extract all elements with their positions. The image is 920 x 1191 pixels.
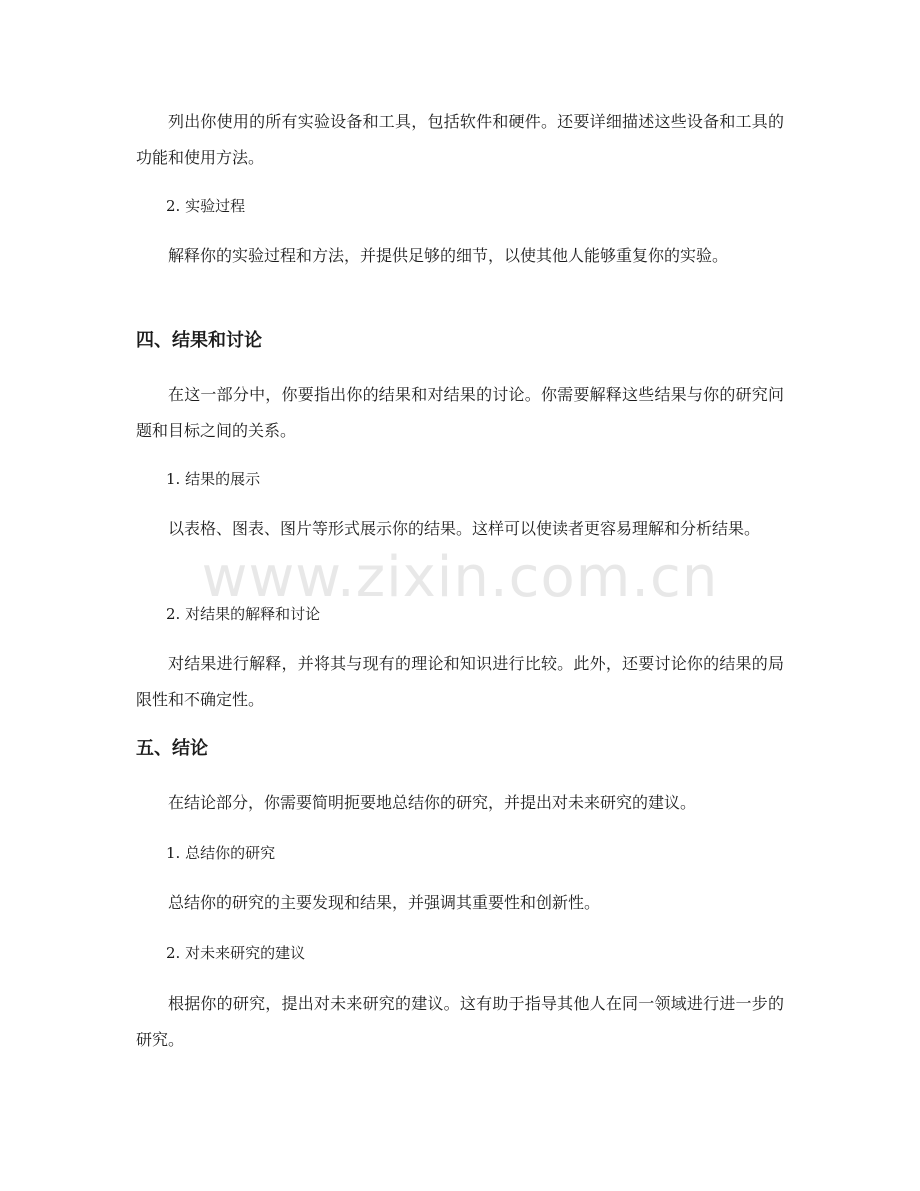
subheading-results-display: 1. 结果的展示	[166, 470, 261, 488]
subheading-experiment-process: 2. 实验过程	[166, 197, 246, 215]
paragraph-results-intro: 在这一部分中，你要指出你的结果和对结果的讨论。你需要解释这些结果与你的研究问题和目标之间的关系。	[136, 385, 784, 440]
subheading-results-explanation: 2. 对结果的解释和讨论	[166, 605, 321, 623]
section-heading-conclusion: 五、结论	[136, 738, 208, 759]
paragraph-conclusion-intro: 在结论部分，你需要简明扼要地总结你的研究，并提出对未来研究的建议。	[168, 793, 697, 812]
paragraph-future-research: 根据你的研究，提出对未来研究的建议。这有助于指导其他人在同一领域进行进一步的研究。	[136, 994, 784, 1049]
section-heading-results: 四、结果和讨论	[136, 330, 262, 351]
paragraph-equipment: 列出你使用的所有实验设备和工具，包括软件和硬件。还要详细描述这些设备和工具的功能和使用方法。	[136, 112, 784, 167]
watermark-text: www.zixin.com.cn	[201, 545, 719, 610]
paragraph-experiment-process: 解释你的实验过程和方法，并提供足够的细节，以使其他人能够重复你的实验。	[168, 246, 729, 265]
paragraph-summary: 总结你的研究的主要发现和结果，并强调其重要性和创新性。	[168, 893, 601, 912]
subheading-future-research: 2. 对未来研究的建议	[166, 944, 306, 962]
paragraph-results-explanation: 对结果进行解释，并将其与现有的理论和知识进行比较。此外，还要讨论你的结果的局限性和不确定性。	[136, 654, 784, 709]
paragraph-results-display: 以表格、图表、图片等形式展示你的结果。这样可以使读者更容易理解和分析结果。	[168, 519, 761, 538]
subheading-summary: 1. 总结你的研究	[166, 844, 276, 862]
